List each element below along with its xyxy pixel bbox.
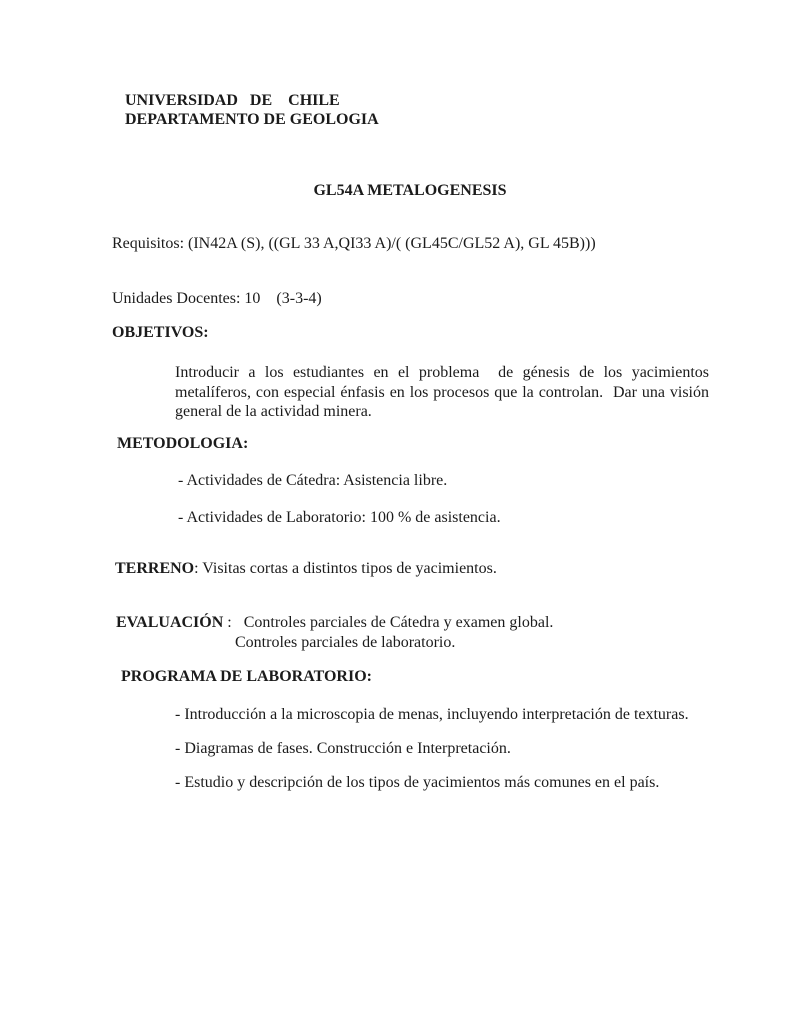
objetivos-heading: OBJETIVOS: bbox=[112, 324, 209, 341]
university-name: UNIVERSIDAD DE CHILE bbox=[125, 92, 340, 109]
programa-item-diagramas: - Diagramas de fases. Construcción e Interpretación. bbox=[175, 740, 511, 757]
metodologia-heading: METODOLOGIA: bbox=[117, 435, 249, 452]
metodologia-item-catedra: - Actividades de Cátedra: Asistencia libre. bbox=[178, 472, 448, 489]
letterhead bbox=[125, 91, 379, 129]
metodologia-item-laboratorio: - Actividades de Laboratorio: 100 % de asistencia. bbox=[178, 509, 501, 526]
evaluacion-label: EVALUACIÓN bbox=[116, 614, 224, 631]
programa-heading: PROGRAMA DE LABORATORIO: bbox=[121, 668, 372, 685]
evaluacion-text-line1: : Controles parciales de Cátedra y examen global. bbox=[223, 614, 554, 631]
objetivos-line-1: Introducir a los estudiantes en el problema de génesis de los yacimientos bbox=[175, 364, 709, 381]
terreno-section bbox=[115, 559, 497, 579]
evaluacion-section bbox=[116, 613, 553, 653]
evaluacion-line1 bbox=[116, 613, 553, 633]
course-title: GL54A METALOGENESIS bbox=[313, 182, 507, 199]
requisitos-line: Requisitos: (IN42A (S), ((GL 33 A,QI33 A)/( (GL45C/GL52 A), GL 45B))) bbox=[112, 235, 596, 252]
objetivos-line-2: metalíferos, con especial énfasis en los procesos que la controlan. Dar una visión bbox=[175, 383, 709, 401]
department-name: DEPARTAMENTO DE GEOLOGIA bbox=[125, 111, 379, 128]
programa-item-estudio: - Estudio y descripción de los tipos de yacimientos más comunes en el país. bbox=[175, 774, 660, 791]
objetivos-line-3: general de la actividad minera. bbox=[175, 403, 372, 420]
objetivos-paragraph bbox=[175, 363, 709, 422]
unidades-docentes-line: Unidades Docentes: 10 (3-3-4) bbox=[112, 290, 322, 307]
evaluacion-text-line2: Controles parciales de laboratorio. bbox=[235, 634, 456, 651]
terreno-label: TERRENO bbox=[115, 560, 195, 577]
programa-item-microscopia: - Introducción a la microscopia de menas, incluyendo interpretación de texturas. bbox=[175, 706, 689, 723]
terreno-text: : Visitas cortas a distintos tipos de yacimientos. bbox=[194, 560, 497, 577]
